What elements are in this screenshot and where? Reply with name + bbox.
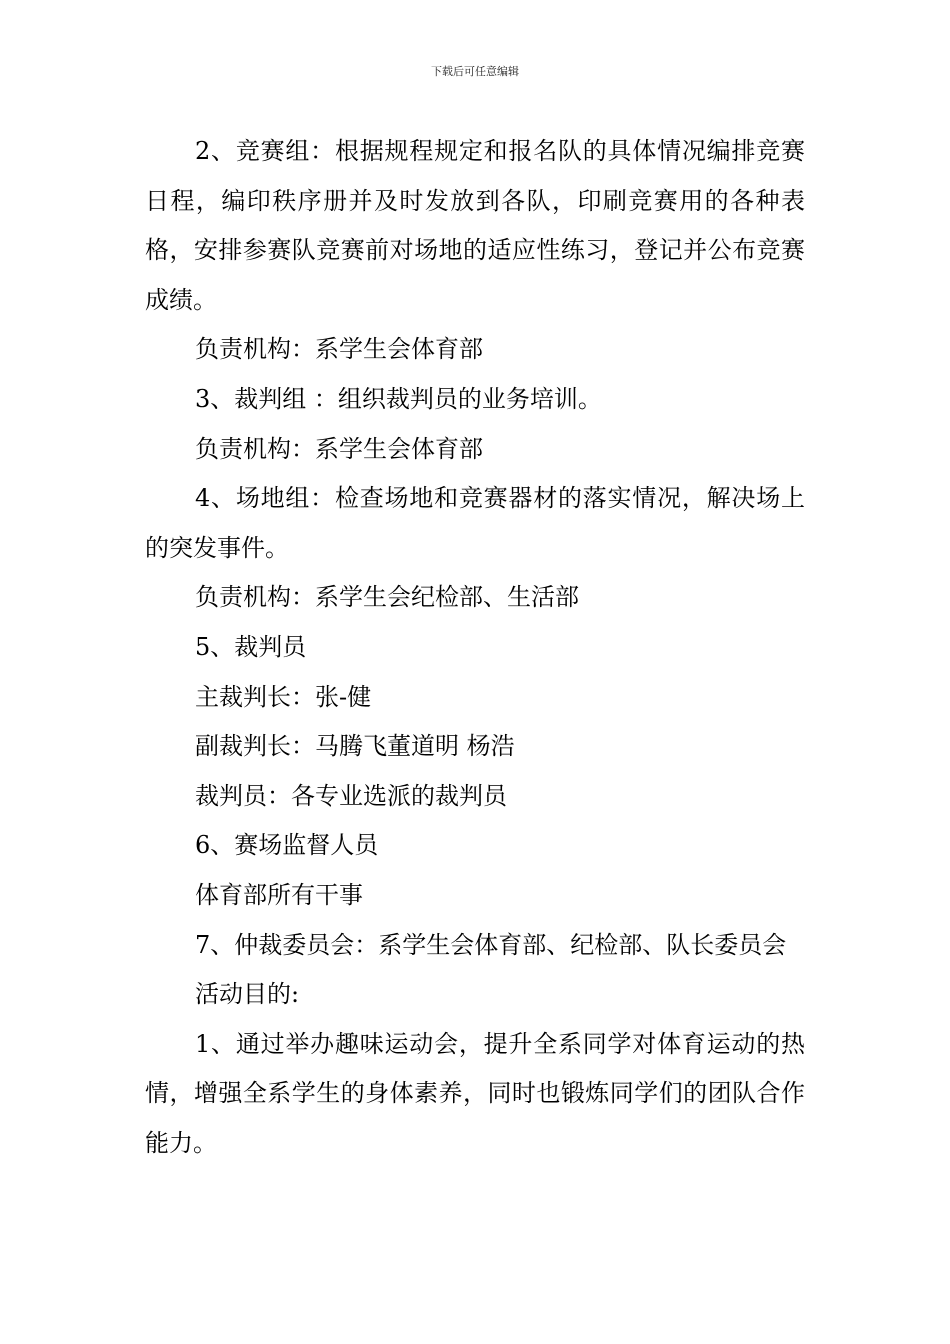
paragraph-responsible-unit: 负责机构：系学生会纪检部、生活部: [195, 583, 579, 612]
paragraph-arbitration-committee: 7、仲裁委员会：系学生会体育部、纪检部、队长委员会: [195, 930, 787, 959]
paragraph-supervisors: 体育部所有干事: [195, 880, 363, 909]
paragraph-venue-group: 4、场地组：检查场地和竞赛器材的落实情况，解决场上的突发事件。: [145, 484, 805, 562]
paragraph-referee-group: 3、裁判组 ：组织裁判员的业务培训。: [195, 384, 602, 413]
paragraph-responsible-unit: 负责机构：系学生会体育部: [195, 335, 483, 364]
paragraph-supervisors-heading: 6、赛场监督人员: [195, 831, 379, 860]
paragraph-referees-heading: 5、裁判员: [195, 632, 307, 661]
paragraph-deputy-referee: 副裁判长：马腾飞董道明 杨浩: [195, 732, 515, 761]
page-header: 下载后可任意编辑: [431, 65, 519, 78]
document-body: [145, 127, 805, 1168]
paragraph-competition-group: 2、竞赛组：根据规程规定和报名队的具体情况编排竞赛日程，编印秩序册并及时发放到各队，印刷竞赛用的各种表格，安排参赛队竞赛前对场地的适应性练习，登记并公布竞赛成绩。: [145, 137, 805, 314]
paragraph-chief-referee: 主裁判长：张-健: [195, 682, 372, 711]
paragraph-referee-staff: 裁判员：各专业选派的裁判员: [195, 781, 507, 810]
paragraph-purpose-heading: 活动目的:: [195, 980, 300, 1009]
paragraph-responsible-unit: 负责机构：系学生会体育部: [195, 434, 483, 463]
paragraph-purpose-1: 1、通过举办趣味运动会，提升全系同学对体育运动的热情，增强全系学生的身体素养，同时也锻炼同学们的团队合作能力。: [145, 1029, 805, 1157]
